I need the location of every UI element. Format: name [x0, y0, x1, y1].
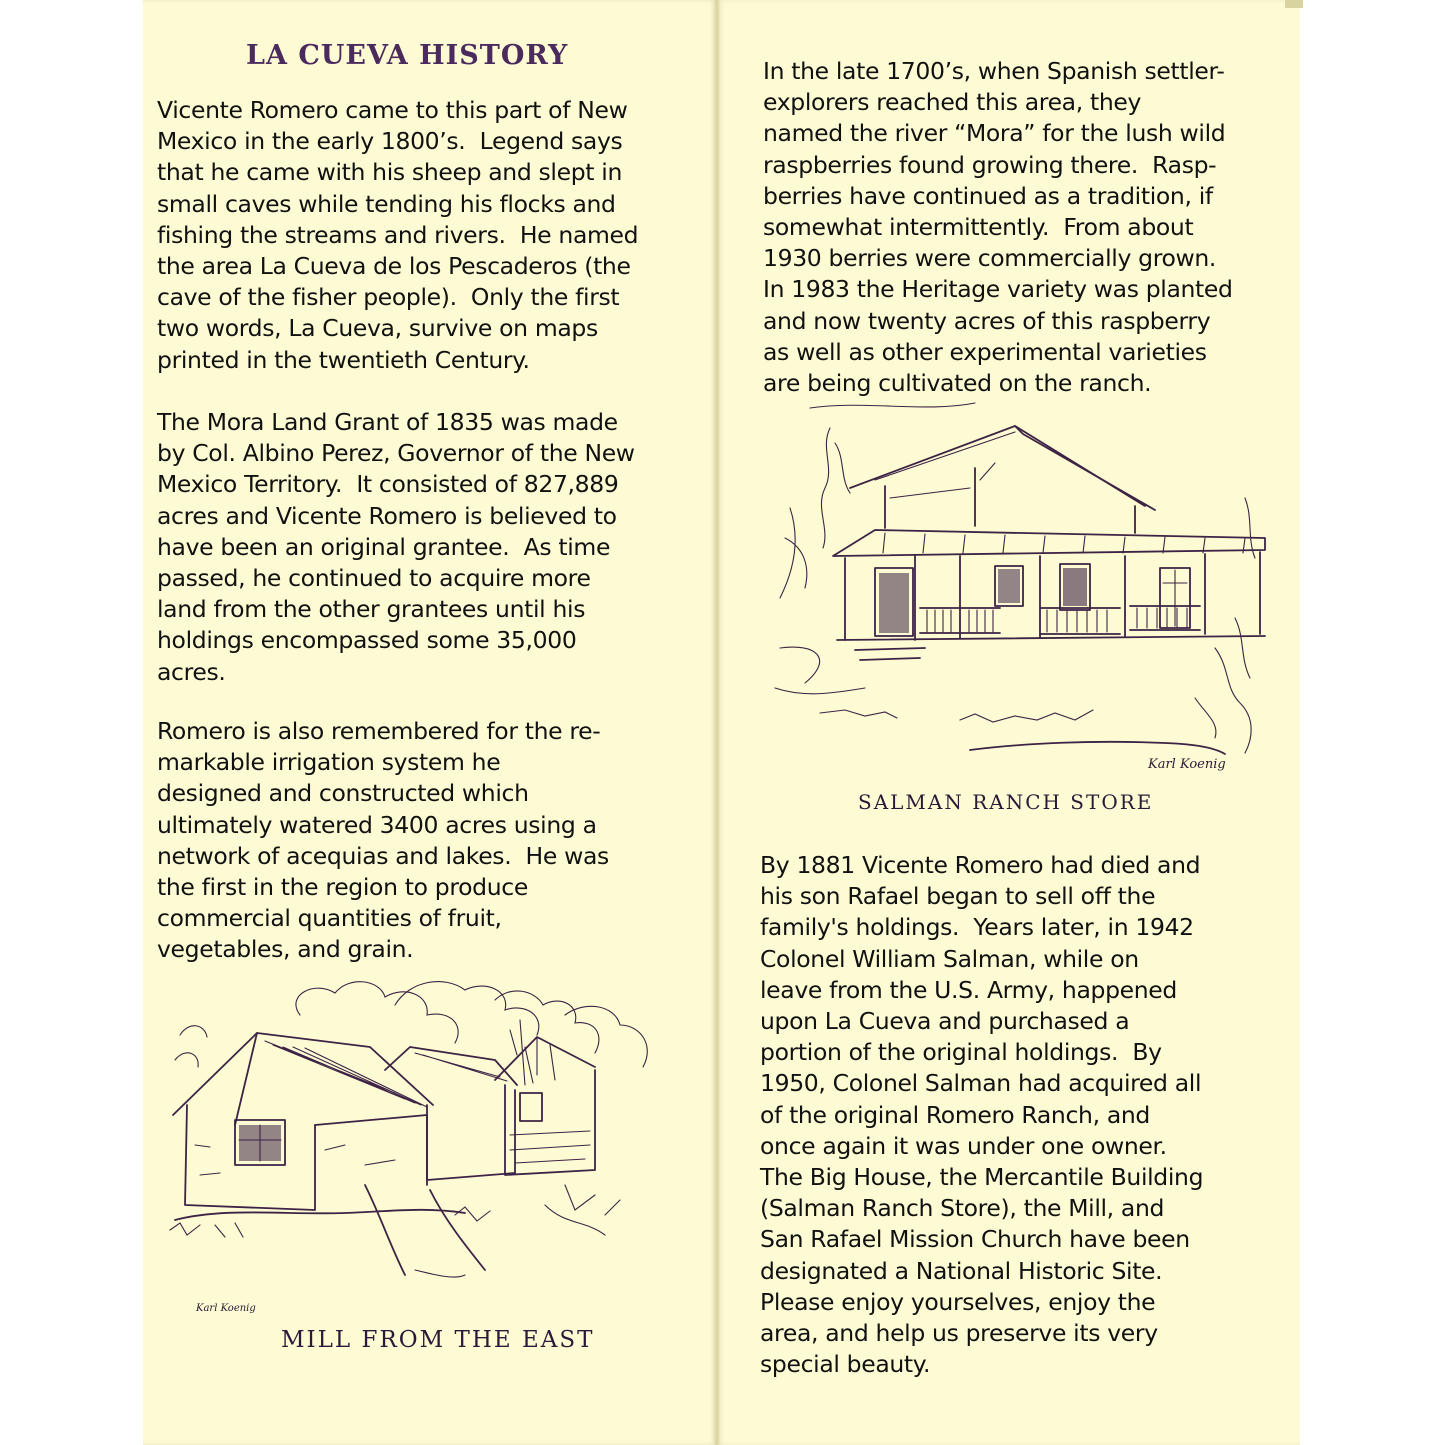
history-paragraph-2: The Mora Land Grant of 1835 was made by Col. Albino Perez, Governor of the New Mexico Territory. It consisted of 827,889 acres and Vicente Romero is believed to have been an original grantee. As time passed, he continued to acquire more land from the other grantees until his holdings encompassed some 35,000 acres. [157, 408, 635, 686]
artist-signature: Karl Koenig [196, 1303, 256, 1314]
history-paragraph-3: Romero is also remembered for the re- markable irrigation system he designed and constructed which ultimately watered 3400 acres using a network of acequias and lakes. He was the first in the region to produce commercial quantities of fruit, vegetables, and grain. [157, 717, 609, 964]
salman-paragraph: By 1881 Vicente Romero had died and his son Rafael began to sell off the family's holdings. Years later, in 1942 Colonel William Salman, while on leave from the U.S. Army, happened upon La Cueva and purchased a portion of the original holdings. By 1950, Colonel Salman had acquired all of the original Romero Ranch, and once again it was under one owner. The Big House, the Mercantile Building (Salman Ranch Store), the Mill, and San Rafael Mission Church have been designated a National Historic Site. Please enjoy yourselves, enjoy the area, and help us preserve its very special beauty. [760, 851, 1204, 1379]
mill-caption: MILL FROM THE EAST [281, 1327, 595, 1353]
brochure-fold [714, 0, 720, 1445]
ranch-store-illustration [775, 398, 1270, 783]
paper-edge [1285, 0, 1303, 8]
store-caption: SALMAN RANCH STORE [858, 790, 1154, 814]
mill-illustration [165, 975, 665, 1305]
page-title: LA CUEVA HISTORY [246, 40, 569, 71]
raspberry-paragraph: In the late 1700’s, when Spanish settler- explorers reached this area, they named the river “Mora” for the lush wild raspberries found growing there. Rasp- berries have continued as a tradition, if somewhat intermittently. From about 1930 berries were commercially grown. In 1983 the Heritage variety was planted and now twenty acres of this raspberry as well as other experimental varieties are being cultivated on the ranch. [763, 57, 1233, 398]
history-paragraph-1: Vicente Romero came to this part of New Mexico in the early 1800’s. Legend says that he came with his sheep and slept in small caves while tending his flocks and fishing the streams and rivers. He named the area La Cueva de los Pescaderos (the cave of the fisher people). Only the first two words, La Cueva, survive on maps printed in the twentieth Century. [157, 96, 639, 374]
artist-signature-store: Karl Koenig [1148, 757, 1226, 772]
